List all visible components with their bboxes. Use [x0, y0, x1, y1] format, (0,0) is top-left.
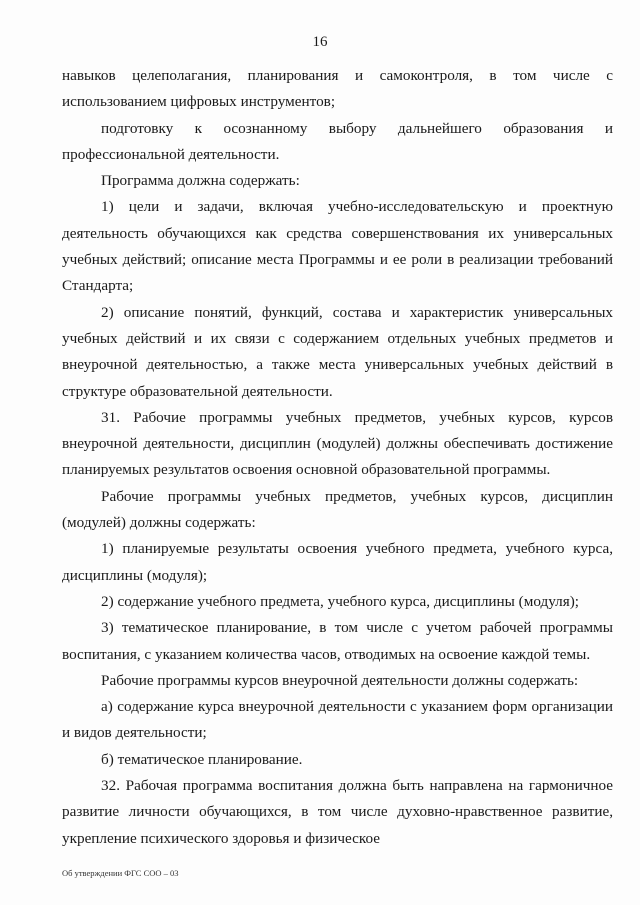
list-item: 2) содержание учебного предмета, учебного курса, дисциплины (модуля); [101, 592, 580, 610]
paragraph: подготовку к осознанному выбору дальнейшего образования и профессиональной деятельности. [62, 119, 613, 163]
list-item: 2) описание понятий, функций, состава и характеристик универсальных учебных действий и их связи с содержанием отдельных учебных предметов и внеурочной деятельностью, а также места универсальных учебных действий в структуре образовательной деятельности. [62, 303, 613, 400]
footer-document-id: Об утверждении ФГС СОО – 03 [62, 868, 179, 878]
document-body [62, 63, 613, 852]
list-item: 1) планируемые результаты освоения учебного предмета, учебного курса, дисциплины (модуля); [62, 540, 613, 584]
list-item: б) тематическое планирование. [101, 750, 303, 768]
paragraph-continuation: навыков целеполагания, планирования и самоконтроля, в том числе с использованием цифровых инструментов; [62, 67, 613, 111]
section-31: 31. Рабочие программы учебных предметов, учебных курсов, курсов внеурочной деятельности, дисциплин (модулей) должны обеспечивать достижение планируемых результатов освоения основной образовательной программы. [62, 408, 613, 479]
list-item: 1) цели и задачи, включая учебно-исследовательскую и проектную деятельность обучающихся как средства совершенствования их универсальных учебных действий; описание места Программы и ее роли в реализации требований Стандарта; [62, 198, 613, 295]
paragraph: Программа должна содержать: [101, 172, 300, 190]
section-32: 32. Рабочая программа воспитания должна быть направлена на гармоничное развитие личности обучающихся, в том числе духовно-нравственное развитие, укрепление психического здоровья и физическое [62, 777, 613, 847]
paragraph: Рабочие программы учебных предметов, учебных курсов, дисциплин (модулей) должны содержать: [62, 487, 613, 532]
page-number: 16 [312, 34, 328, 50]
paragraph: Рабочие программы курсов внеурочной деятельности должны содержать: [101, 671, 579, 689]
list-item: 3) тематическое планирование, в том числе с учетом рабочей программы воспитания, с указанием количества часов, отводимых на освоение каждой темы. [62, 619, 613, 663]
list-item: а) содержание курса внеурочной деятельности с указанием форм организации и видов деятельности; [62, 698, 613, 742]
